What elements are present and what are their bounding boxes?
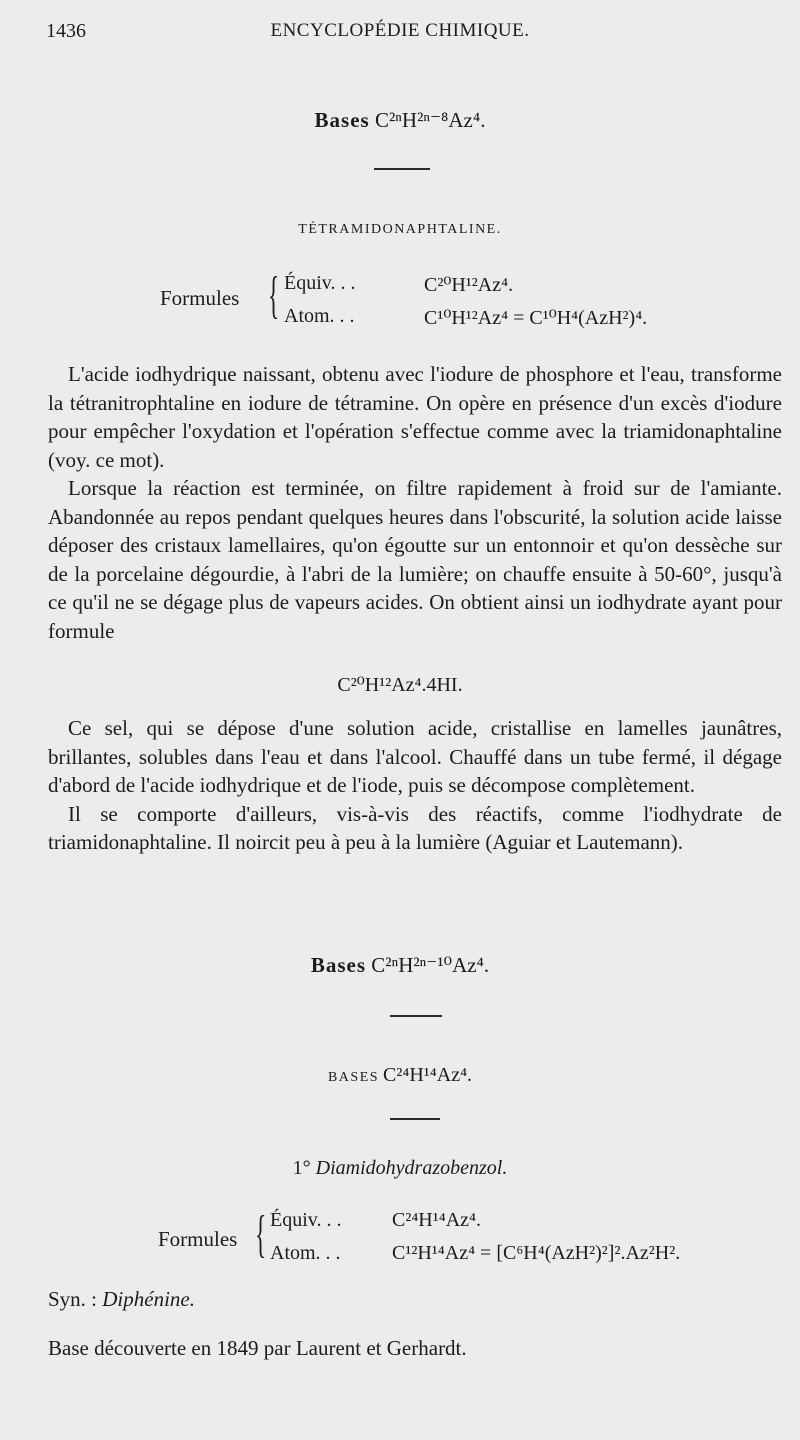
atom-formula: C¹²H¹⁴Az⁴ = [C⁶H⁴(AzH²)²]².Az²H². <box>392 1242 681 1264</box>
page-number: 1436 <box>46 20 86 42</box>
section-divider <box>374 168 430 170</box>
atom-label: Atom. . . <box>284 305 355 327</box>
discovery-line: Base découverte en 1849 par Laurent et Gerhardt. <box>48 1336 467 1360</box>
formulas-label: Formules <box>158 1227 238 1251</box>
brace-icon: { <box>268 267 280 324</box>
section-divider <box>390 1015 442 1017</box>
section-title-formula: C²ⁿH²ⁿ⁻¹⁰Az⁴. <box>371 953 490 977</box>
syn-value: Diphénine. <box>102 1287 195 1311</box>
equiv-label: Équiv. . . <box>284 272 356 294</box>
equiv-formula: C²⁴H¹⁴Az⁴. <box>392 1209 482 1231</box>
paragraph: L'acide iodhydrique naissant, obtenu avec l'iodure de phosphore et l'eau, transforme la tétranitrophtaline en iodure de tétramine. On opère en présence d'un excès d'iodure pour empêcher l'oxydation et l'opération s'effectue comme avec la triamidonaphtaline (voy. ce mot). <box>48 362 782 472</box>
running-title: ENCYCLOPÉDIE CHIMIQUE. <box>270 20 530 41</box>
paragraph: Lorsque la réaction est terminée, on filtre rapidement à froid sur de l'amiante. Abandonnée au repos pendant quelques heures dans l'obscurité, la solution acide laisse déposer des cristaux lamellaires, qu'on égoutte sur un entonnoir et qu'on dessèche sur de la porcelaine dégourdie, à l'abri de la lumière; on chauffe ensuite à 50-60°, jusqu'à ce qu'il ne se dégage plus de vapeurs acides. On obtient ainsi un iodhydrate ayant pour formule <box>48 476 782 643</box>
section-divider <box>390 1118 440 1120</box>
bases-subtitle-formula: C²⁴H¹⁴Az⁴. <box>383 1064 473 1086</box>
item-number: 1° <box>292 1157 311 1179</box>
atom-label: Atom. . . <box>270 1242 341 1264</box>
equiv-formula: C²⁰H¹²Az⁴. <box>424 274 514 296</box>
bases-subtitle <box>0 1064 800 1087</box>
section-title-2 <box>0 953 800 978</box>
atom-formula: C¹⁰H¹²Az⁴ = C¹⁰H⁴(AzH²)⁴. <box>424 307 648 329</box>
section-title-word: Bases <box>314 108 370 132</box>
section-title-1 <box>0 108 800 133</box>
equiv-label: Équiv. . . <box>270 1209 342 1231</box>
item-name: Diamidohydrazobenzol. <box>315 1157 508 1179</box>
section-title-formula: C²ⁿH²ⁿ⁻⁸Az⁴. <box>374 108 486 132</box>
body-text-1 <box>48 360 782 645</box>
paragraph: Il se comporte d'ailleurs, vis-à-vis des réactifs, comme l'iodhydrate de triamidonaphtaline. Il noircit peu à peu à la lumière (Aguiar et Lautemann). <box>48 801 782 854</box>
synonym-line <box>48 1287 195 1312</box>
brace-icon: { <box>255 1206 267 1263</box>
formulas-label: Formules <box>160 286 240 310</box>
iodhydrate-formula: C²⁰H¹²Az⁴.4HI. <box>337 674 463 696</box>
paragraph: Ce sel, qui se dépose d'une solution acide, cristallise en lamelles jaunâtres, brillantes, solubles dans l'eau et dans l'alcool. Chauffé dans un tube fermé, il dégage d'abord de l'acide iodhydrique et de l'iode, puis se décompose complètement. <box>48 716 782 797</box>
syn-label: Syn. : <box>48 1287 98 1311</box>
body-text-2 <box>48 714 782 857</box>
item-heading <box>0 1157 800 1180</box>
section-title-word: Bases <box>310 953 367 977</box>
compound-name: TÉTRAMIDONAPHTALINE. <box>298 222 502 237</box>
bases-subtitle-word: BASES <box>327 1070 380 1085</box>
